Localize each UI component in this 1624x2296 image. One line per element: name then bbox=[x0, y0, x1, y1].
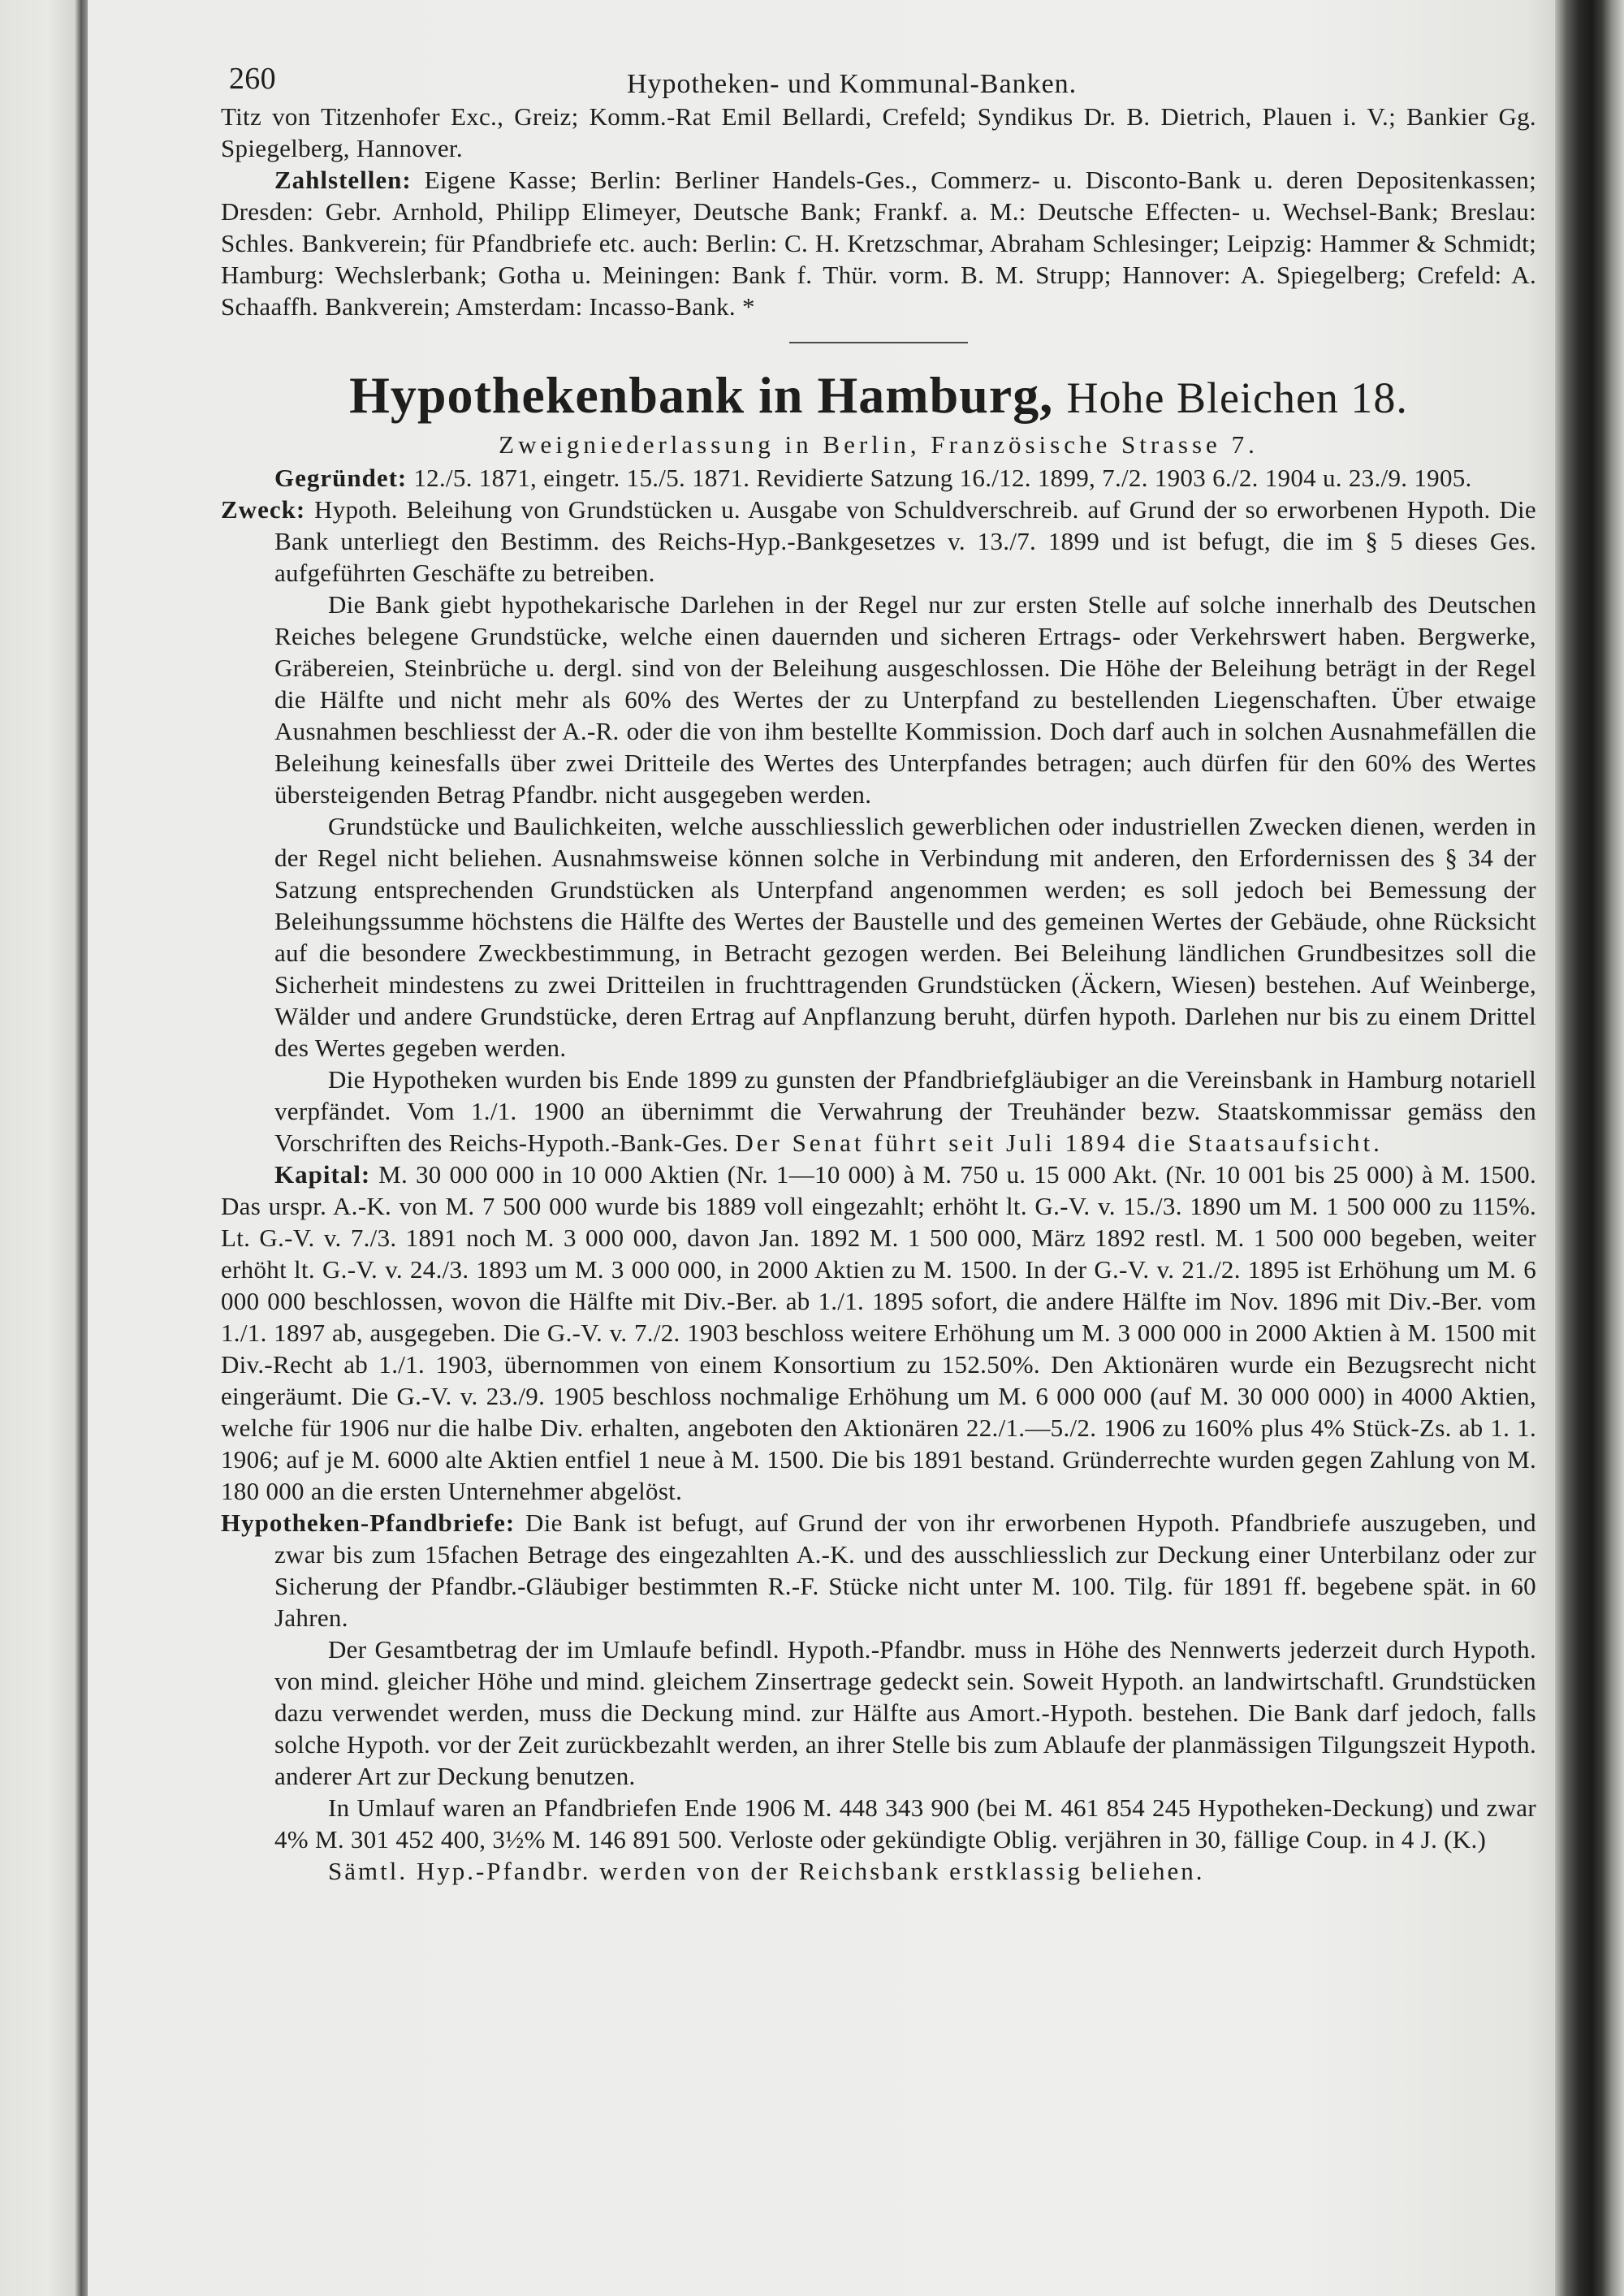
left-binding-edge bbox=[0, 0, 88, 2296]
zweck-paragraph-4-text: Die Hypotheken wurden bis Ende 1899 zu gunsten der Pfandbriefgläubiger an die Vereinsbank in Hamburg notariell verpfändet. Vom 1./1. 1900 an übernimmt die Verwahrung der Treuhänder bezw. Staatskommissar gemäss den Vorschriften des Reichs-Hypoth.-Bank-Ges. bbox=[274, 1065, 1536, 1157]
zweck-text: Hypoth. Beleihung von Grundstücken u. Ausgabe von Schuldverschreib. auf Grund der so erworbenen Hypoth. Die Bank unterliegt den Bestimm. des Reichs-Hyp.-Bankgesetzes v. 13./7. 1899 und ist befugt, die im § 5 dieses Ges. aufgeführten Geschäfte zu betreiben. bbox=[274, 495, 1536, 587]
previous-entry-continuation: Titz von Titzenhofer Exc., Greiz; Komm.-Rat Emil Bellardi, Crefeld; Syndikus Dr. B. Dietrich, Plauen i. V.; Bankier Gg. Spiegelberg, Hannover. bbox=[221, 102, 1536, 162]
pfandbriefe-paragraph-4: Sämtl. Hyp.-Pfandbr. werden von der Reichsbank erstklassig beliehen. bbox=[328, 1857, 1205, 1885]
pfandbriefe-paragraph-2: Der Gesamtbetrag der im Umlaufe befindl. Hypoth.-Pfandbr. muss in Höhe des Nennwerts jederzeit durch Hypoth. von mind. gleicher Höhe und mind. gleichem Zinsertrage gedeckt sein. Soweit Hypoth. an landwirtschaftl. Grundstücken dazu verwendet werden, muss die Deckung mind. zur Hälfte aus Amort.-Hypoth. bestehen. Die Bank darf jedoch, falls solche Hypoth. vor der Zeit zurückbezahlt werden, an ihrer Stelle bis zum Ablaufe der planmässigen Tilgungszeit Hypoth. anderer Art zur Deckung benutzen. bbox=[274, 1635, 1536, 1790]
zahlstellen-paragraph bbox=[221, 164, 1536, 322]
right-binding-edge bbox=[1555, 0, 1624, 2296]
zweck-paragraph bbox=[221, 494, 1536, 589]
zweck-paragraph-4 bbox=[221, 1064, 1536, 1159]
running-title: Hypotheken- und Kommunal-Banken. bbox=[627, 69, 1078, 99]
zweck-paragraph-3: Grundstücke und Baulichkeiten, welche ausschliesslich gewerblichen oder industriellen Zwecken dienen, werden in der Regel nicht beliehen. Ausnahmsweise können solche in Verbindung mit anderen, den Erfordernissen des § 34 der Satzung entsprechenden Grundstücken als Unterpfand angenommen werden; es soll jedoch bei Bemessung der Beleihungssumme höchstens die Hälfte des Wertes der Baustelle und des gemeinen Wertes der Gebäude, ohne Rücksicht auf die besondere Zweckbestimmung, in Betracht gezogen werden. Bei Beleihung ländlichen Grundbesitzes soll die Sicherheit mindestens zu zwei Dritteilen in fruchttragenden Grundstücken (Äckern, Wiesen) bestehen. Auf Weinberge, Wälder und andere Grundstücke, deren Ertrag auf Anpflanzung beruht, dürfen hypoth. Darlehen nur bis zu einem Drittel des Wertes gegeben werden. bbox=[274, 812, 1536, 1062]
zweck-label: Zweck: bbox=[221, 495, 306, 524]
running-head bbox=[221, 58, 1536, 101]
pfandbriefe-paragraph bbox=[221, 1507, 1536, 1634]
section-divider bbox=[789, 342, 968, 343]
gegruendet-paragraph bbox=[221, 462, 1536, 494]
pfandbriefe-paragraph-3: In Umlauf waren an Pfandbriefen Ende 1906 M. 448 343 900 (bei M. 461 854 245 Hypotheken-Deckung) und zwar 4% M. 301 452 400, 3½% M. 146 891 500. Verloste oder gekündigte Oblig. verjähren in 30, fällige Coup. in 4 J. (K.) bbox=[274, 1793, 1536, 1854]
kapital-label: Kapital: bbox=[274, 1160, 371, 1189]
zahlstellen-label: Zahlstellen: bbox=[274, 166, 412, 194]
page-content bbox=[221, 58, 1536, 1887]
staatsaufsicht-note: Der Senat führt seit Juli 1894 die Staatsaufsicht. bbox=[735, 1129, 1383, 1157]
bank-heading bbox=[221, 365, 1536, 429]
branch-line: Zweigniederlassung in Berlin, Französische Strasse 7. bbox=[499, 430, 1259, 459]
pfandbriefe-text: Die Bank ist befugt, auf Grund der von ihr erworbenen Hypoth. Pfandbriefe auszugeben, und zwar bis zum 15fachen Betrage des eingezahlten A.-K. und des ausschliesslich zur Deckung einer Unterbilanz oder zur Sicherung der Pfandbr.-Gläubiger bestimmten R.-F. Stücke nicht unter M. 100. Tilg. für 1891 ff. begebene spät. in 60 Jahren. bbox=[274, 1508, 1536, 1632]
kapital-paragraph bbox=[221, 1159, 1536, 1507]
kapital-text: M. 30 000 000 in 10 000 Aktien (Nr. 1—10 000) à M. 750 u. 15 000 Akt. (Nr. 10 001 bis 25 000) à M. 1500. Das urspr. A.-K. von M. 7 500 000 wurde bis 1889 voll eingezahlt; erhöht lt. G.-V. v. 15./3. 1890 um M. 1 500 000 zu 115%. Lt. G.-V. v. 7./3. 1891 noch M. 3 000 000, davon Jan. 1892 M. 1 500 000, März 1892 restl. M. 1 500 000 begeben, weiter erhöht lt. G.-V. v. 24./3. 1893 um M. 3 000 000, in 2000 Aktien zu M. 1500. In der G.-V. v. 21./2. 1895 ist Erhöhung um M. 6 000 000 beschlossen, wovon die Hälfte mit Div.-Ber. ab 1./1. 1895 sofort, die andere Hälfte im Nov. 1896 mit Div.-Ber. vom 1./1. 1897 ab, ausgegeben. Die G.-V. v. 7./2. 1903 beschloss weitere Erhöhung um M. 3 000 000 in 2000 Aktien à M. 1500 mit Div.-Recht ab 1./1. 1903, übernommen von einem Konsortium zu 152.50%. Den Aktionären wurde ein Bezugsrecht nicht eingeräumt. Die G.-V. v. 23./9. 1905 beschloss nochmalige Erhöhung um M. 6 000 000 (auf M. 30 000 000) in 4000 Aktien, welche für 1906 nur die halbe Div. erhalten, angeboten den Aktionären 22./1.—5./2. 1906 zu 160% plus 4% Stück-Zs. ab 1. 1. 1906; auf je M. 6000 alte Aktien entfiel 1 neue à M. 1500. Die bis 1891 bestand. Gründerrechte wurden gegen Zahlung von M. 180 000 an die ersten Unternehmer abgelöst. bbox=[221, 1160, 1536, 1505]
zahlstellen-text: Eigene Kasse; Berlin: Berliner Handels-Ges., Commerz- u. Disconto-Bank u. deren Depositenkassen; Dresden: Gebr. Arnhold, Philipp Elimeyer, Deutsche Bank; Frankf. a. M.: Deutsche Effecten- u. Wechsel-Bank; Breslau: Schles. Bankverein; für Pfandbriefe etc. auch: Berlin: C. H. Kretzschmar, Abraham Schlesinger; Leipzig: Hammer & Schmidt; Hamburg: Wechslerbank; Gotha u. Meiningen: Bank f. Thür. vorm. B. M. Strupp; Hannover: A. Spiegelberg; Crefeld: A. Schaaffh. Bankverein; Amsterdam: Incasso-Bank. * bbox=[221, 166, 1536, 321]
pfandbriefe-label: Hypotheken-Pfandbriefe: bbox=[221, 1508, 516, 1537]
zweck-paragraph-2: Die Bank giebt hypothekarische Darlehen in der Regel nur zur ersten Stelle auf solche innerhalb des Deutschen Reiches belegene Grundstücke, welche einen dauernden und sicheren Ertrags- oder Verkehrswert haben. Bergwerke, Gräbereien, Steinbrüche u. dergl. sind von der Beleihung ausgeschlossen. Die Höhe der Beleihung beträgt in der Regel die Hälfte und nicht mehr als 60% des Wertes der zu Unterpfand zu bestellenden Liegenschaften. Über etwaige Ausnahmen beschliesst der A.-R. oder die von ihm bestellte Kommission. Doch darf auch in solchen Ausnahmefällen die Beleihung keinesfalls über zwei Dritteile des Wertes des Unterpfandes betragen; auch dürfen für den 60% des Wertes übersteigenden Betrag Pfandbr. nicht ausgegeben werden. bbox=[274, 590, 1536, 809]
gegruendet-text: 12./5. 1871, eingetr. 15./5. 1871. Revidierte Satzung 16./12. 1899, 7./2. 1903 6./2. 1904 u. 23./9. 1905. bbox=[413, 464, 1472, 492]
bank-address: Hohe Bleichen 18. bbox=[1066, 373, 1408, 422]
bank-name: Hypothekenbank in Hamburg, bbox=[349, 366, 1054, 424]
page-number: 260 bbox=[229, 62, 276, 96]
gegruendet-label: Gegründet: bbox=[274, 464, 408, 492]
